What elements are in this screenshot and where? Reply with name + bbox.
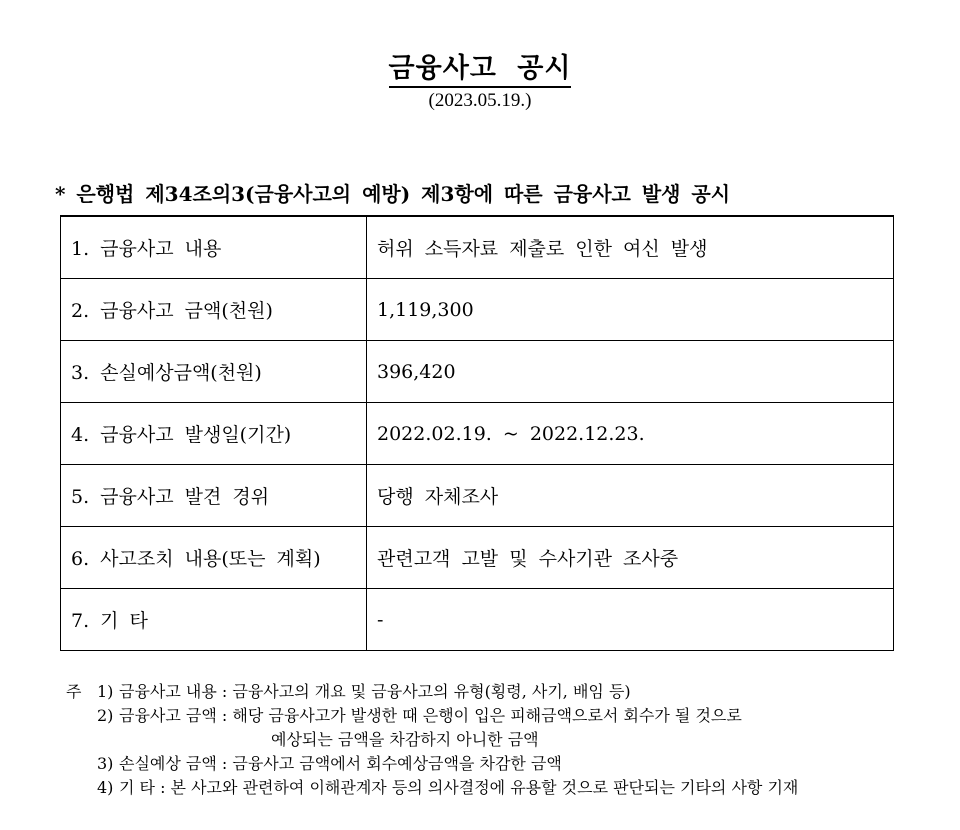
row-value: 허위 소득자료 제출로 인한 여신 발생	[367, 216, 894, 279]
footnote-number: 1)	[97, 682, 114, 701]
row-label: 1. 금융사고 내용	[61, 216, 367, 279]
row-value: -	[367, 589, 894, 651]
document-title	[0, 46, 960, 85]
section-heading: * 은행법 제34조의3(금융사고의 예방) 제3항에 따른 금융사고 발생 공시	[55, 182, 731, 206]
footnote-number: 2)	[97, 706, 114, 725]
row-value: 1,119,300	[367, 279, 894, 341]
row-value: 관련고객 고발 및 수사기관 조사중	[367, 527, 894, 589]
row-value: 396,420	[367, 341, 894, 403]
table-row	[61, 465, 894, 527]
footnote-text: 금융사고 금액 : 해당 금융사고가 발생한 때 은행이 입은 피해금액으로서 회수가 될 것으로	[119, 706, 742, 725]
footnotes	[66, 680, 798, 800]
row-label: 4. 금융사고 발생일(기간)	[61, 403, 367, 465]
row-label: 3. 손실예상금액(천원)	[61, 341, 367, 403]
footnote-text: 기 타 : 본 사고와 관련하여 이해관계자 등의 의사결정에 유용할 것으로 판단되는 기타의 사항 기재	[119, 778, 799, 797]
row-label: 5. 금융사고 발견 경위	[61, 465, 367, 527]
footnote-item	[66, 752, 798, 776]
table-row	[61, 403, 894, 465]
row-label: 2. 금융사고 금액(천원)	[61, 279, 367, 341]
row-value: 2022.02.19. ~ 2022.12.23.	[367, 403, 894, 465]
footnote-item	[66, 680, 798, 704]
disclosure-table	[60, 215, 894, 651]
footnote-continuation	[66, 728, 798, 752]
row-label: 6. 사고조치 내용(또는 계획)	[61, 527, 367, 589]
table-row	[61, 341, 894, 403]
footnote-text-continued: 예상되는 금액을 차감하지 아니한 금액	[271, 730, 539, 749]
document-date: (2023.05.19.)	[428, 90, 532, 111]
table-row	[61, 216, 894, 279]
footnote-number: 4)	[97, 778, 114, 797]
table-row	[61, 589, 894, 651]
footnote-number: 3)	[97, 754, 114, 773]
footnote-item	[66, 704, 798, 728]
footnote-item	[66, 776, 798, 800]
row-value: 당행 자체조사	[367, 465, 894, 527]
table-row	[61, 279, 894, 341]
row-label: 7. 기 타	[61, 589, 367, 651]
footnote-text: 금융사고 내용 : 금융사고의 개요 및 금융사고의 유형(횡령, 사기, 배임 등)	[119, 682, 631, 701]
footnote-text: 손실예상 금액 : 금융사고 금액에서 회수예상금액을 차감한 금액	[119, 754, 562, 773]
footnote-prefix: 주	[66, 682, 82, 701]
title-text: 금융사고 공시	[389, 53, 572, 88]
table-row	[61, 527, 894, 589]
